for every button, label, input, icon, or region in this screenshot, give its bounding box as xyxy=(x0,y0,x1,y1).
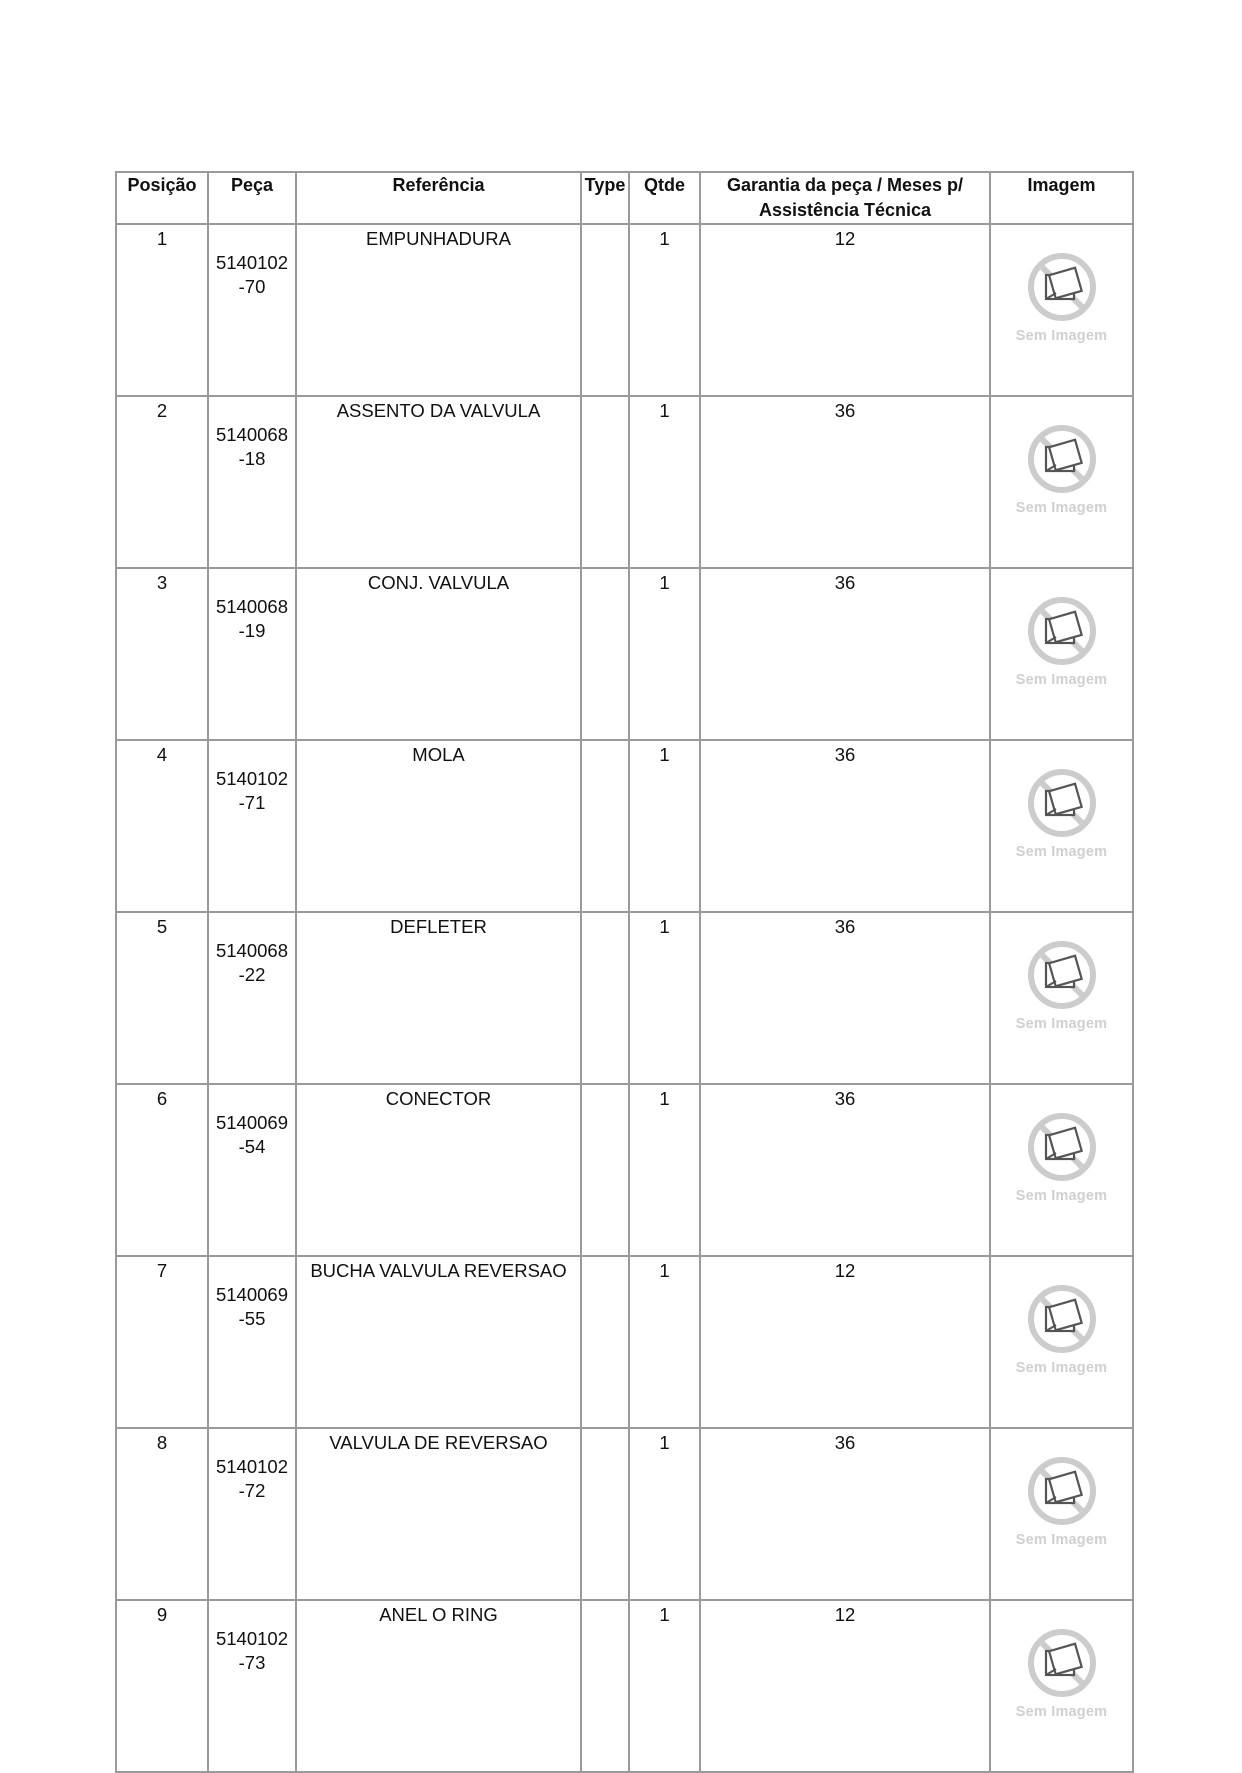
peca-code-part1: 5140068 xyxy=(215,940,289,961)
peca-code-part1: 5140102 xyxy=(215,1456,289,1477)
cell-garantia xyxy=(700,1428,990,1600)
cell-imagem xyxy=(990,1428,1133,1600)
cell-type xyxy=(581,740,629,912)
no-image-caption: Sem Imagem xyxy=(1015,1360,1108,1376)
referencia-value: MOLA xyxy=(412,744,465,765)
cell-type xyxy=(581,912,629,1084)
qtde-value: 1 xyxy=(659,916,670,937)
table-row xyxy=(116,740,1133,912)
garantia-value: 12 xyxy=(834,228,856,249)
peca-code-part2: -73 xyxy=(238,1652,266,1673)
cell-type xyxy=(581,1256,629,1428)
no-image-caption: Sem Imagem xyxy=(1015,328,1108,344)
header-imagem: Imagem xyxy=(990,172,1133,224)
cell-imagem xyxy=(990,568,1133,740)
header-peca: Peça xyxy=(208,172,296,224)
peca-code-part2: -72 xyxy=(238,1480,266,1501)
posicao-value: 3 xyxy=(156,572,168,593)
cell-referencia xyxy=(296,396,581,568)
cell-type xyxy=(581,224,629,396)
qtde-value: 1 xyxy=(659,1088,670,1109)
header-qtde: Qtde xyxy=(629,172,700,224)
cell-type xyxy=(581,1084,629,1256)
no-image-placeholder xyxy=(991,571,1132,689)
no-image-icon xyxy=(1026,767,1098,839)
cell-referencia xyxy=(296,568,581,740)
peca-code-part2: -55 xyxy=(238,1308,266,1329)
cell-type xyxy=(581,396,629,568)
no-image-icon xyxy=(1026,423,1098,495)
garantia-value: 36 xyxy=(834,1432,856,1453)
table-row xyxy=(116,1084,1133,1256)
no-image-placeholder xyxy=(991,915,1132,1033)
header-garantia: Garantia da peça / Meses p/ Assistência Técnica xyxy=(700,172,990,224)
qtde-value: 1 xyxy=(659,744,670,765)
cell-peca xyxy=(208,1084,296,1256)
posicao-value: 1 xyxy=(156,228,168,249)
posicao-value: 5 xyxy=(156,916,168,937)
garantia-value: 12 xyxy=(834,1604,856,1625)
garantia-value: 36 xyxy=(834,572,856,593)
cell-imagem xyxy=(990,224,1133,396)
peca-code-part2: -18 xyxy=(238,448,266,469)
referencia-value: CONJ. VALVULA xyxy=(367,572,510,593)
cell-imagem xyxy=(990,740,1133,912)
qtde-value: 1 xyxy=(659,228,670,249)
garantia-value: 36 xyxy=(834,1088,856,1109)
cell-imagem xyxy=(990,912,1133,1084)
cell-peca xyxy=(208,1256,296,1428)
cell-imagem xyxy=(990,1256,1133,1428)
peca-code-part2: -19 xyxy=(238,620,266,641)
no-image-placeholder xyxy=(991,1431,1132,1549)
cell-imagem xyxy=(990,1600,1133,1772)
no-image-placeholder xyxy=(991,1603,1132,1721)
cell-referencia xyxy=(296,1600,581,1772)
peca-code-part1: 5140102 xyxy=(215,768,289,789)
cell-peca xyxy=(208,568,296,740)
cell-posicao xyxy=(116,1084,208,1256)
qtde-value: 1 xyxy=(659,1604,670,1625)
peca-code-part1: 5140068 xyxy=(215,424,289,445)
cell-garantia xyxy=(700,912,990,1084)
posicao-value: 7 xyxy=(156,1260,168,1281)
no-image-caption: Sem Imagem xyxy=(1015,1016,1108,1032)
cell-referencia xyxy=(296,1256,581,1428)
peca-code-part1: 5140068 xyxy=(215,596,289,617)
referencia-value: ASSENTO DA VALVULA xyxy=(336,400,541,421)
cell-qtde xyxy=(629,1600,700,1772)
cell-garantia xyxy=(700,1084,990,1256)
qtde-value: 1 xyxy=(659,1432,670,1453)
cell-referencia xyxy=(296,912,581,1084)
cell-posicao xyxy=(116,224,208,396)
cell-garantia xyxy=(700,224,990,396)
no-image-icon xyxy=(1026,1627,1098,1699)
posicao-value: 2 xyxy=(156,400,168,421)
no-image-caption: Sem Imagem xyxy=(1015,500,1108,516)
no-image-icon xyxy=(1026,1283,1098,1355)
no-image-icon xyxy=(1026,251,1098,323)
no-image-placeholder xyxy=(991,1087,1132,1205)
peca-code-part2: -22 xyxy=(238,964,266,985)
peca-code-part1: 5140102 xyxy=(215,1628,289,1649)
no-image-caption: Sem Imagem xyxy=(1015,1704,1108,1720)
cell-type xyxy=(581,568,629,740)
garantia-value: 12 xyxy=(834,1260,856,1281)
garantia-value: 36 xyxy=(834,400,856,421)
table-row xyxy=(116,1256,1133,1428)
cell-peca xyxy=(208,1428,296,1600)
no-image-icon xyxy=(1026,1111,1098,1183)
parts-sheet xyxy=(115,171,1132,1773)
table-row xyxy=(116,1428,1133,1600)
posicao-value: 9 xyxy=(156,1604,168,1625)
cell-referencia xyxy=(296,1428,581,1600)
referencia-value: CONECTOR xyxy=(385,1088,492,1109)
header-referencia: Referência xyxy=(296,172,581,224)
referencia-value: DEFLETER xyxy=(390,916,487,937)
cell-qtde xyxy=(629,396,700,568)
qtde-value: 1 xyxy=(659,400,670,421)
cell-peca xyxy=(208,912,296,1084)
cell-referencia xyxy=(296,224,581,396)
header-posicao: Posição xyxy=(116,172,208,224)
table-row xyxy=(116,568,1133,740)
posicao-value: 4 xyxy=(156,744,168,765)
qtde-value: 1 xyxy=(659,1260,670,1281)
peca-code-part2: -70 xyxy=(238,276,266,297)
cell-peca xyxy=(208,1600,296,1772)
cell-referencia xyxy=(296,1084,581,1256)
no-image-caption: Sem Imagem xyxy=(1015,844,1108,860)
cell-posicao xyxy=(116,568,208,740)
cell-type xyxy=(581,1600,629,1772)
referencia-value: ANEL O RING xyxy=(379,1604,498,1625)
table-row xyxy=(116,396,1133,568)
cell-referencia xyxy=(296,740,581,912)
cell-posicao xyxy=(116,396,208,568)
cell-posicao xyxy=(116,1428,208,1600)
cell-qtde xyxy=(629,912,700,1084)
garantia-value: 36 xyxy=(834,916,856,937)
cell-garantia xyxy=(700,568,990,740)
table-row xyxy=(116,224,1133,396)
peca-code-part1: 5140069 xyxy=(215,1112,289,1133)
cell-qtde xyxy=(629,568,700,740)
peca-code-part1: 5140069 xyxy=(215,1284,289,1305)
cell-imagem xyxy=(990,396,1133,568)
no-image-caption: Sem Imagem xyxy=(1015,1532,1108,1548)
cell-qtde xyxy=(629,740,700,912)
cell-qtde xyxy=(629,1256,700,1428)
no-image-icon xyxy=(1026,1455,1098,1527)
cell-type xyxy=(581,1428,629,1600)
qtde-value: 1 xyxy=(659,572,670,593)
cell-garantia xyxy=(700,1256,990,1428)
referencia-value: VALVULA DE REVERSAO xyxy=(329,1432,548,1453)
cell-qtde xyxy=(629,1428,700,1600)
cell-garantia xyxy=(700,396,990,568)
header-type: Type xyxy=(581,172,629,224)
parts-table xyxy=(115,171,1134,1773)
cell-garantia xyxy=(700,740,990,912)
referencia-value: EMPUNHADURA xyxy=(366,228,511,249)
cell-posicao xyxy=(116,740,208,912)
cell-posicao xyxy=(116,1600,208,1772)
peca-code-part2: -71 xyxy=(238,792,266,813)
table-row xyxy=(116,1600,1133,1772)
cell-posicao xyxy=(116,912,208,1084)
no-image-caption: Sem Imagem xyxy=(1015,672,1108,688)
no-image-placeholder xyxy=(991,227,1132,345)
cell-peca xyxy=(208,396,296,568)
no-image-caption: Sem Imagem xyxy=(1015,1188,1108,1204)
no-image-placeholder xyxy=(991,743,1132,861)
table-row xyxy=(116,912,1133,1084)
peca-code-part2: -54 xyxy=(238,1136,266,1157)
cell-qtde xyxy=(629,224,700,396)
garantia-value: 36 xyxy=(834,744,856,765)
no-image-placeholder xyxy=(991,399,1132,517)
cell-peca xyxy=(208,224,296,396)
no-image-icon xyxy=(1026,939,1098,1011)
posicao-value: 8 xyxy=(156,1432,168,1453)
posicao-value: 6 xyxy=(156,1088,168,1109)
cell-qtde xyxy=(629,1084,700,1256)
no-image-icon xyxy=(1026,595,1098,667)
cell-peca xyxy=(208,740,296,912)
no-image-placeholder xyxy=(991,1259,1132,1377)
cell-imagem xyxy=(990,1084,1133,1256)
referencia-value: BUCHA VALVULA REVERSAO xyxy=(310,1260,567,1281)
cell-garantia xyxy=(700,1600,990,1772)
cell-posicao xyxy=(116,1256,208,1428)
peca-code-part1: 5140102 xyxy=(215,252,289,273)
header-row xyxy=(116,172,1133,224)
